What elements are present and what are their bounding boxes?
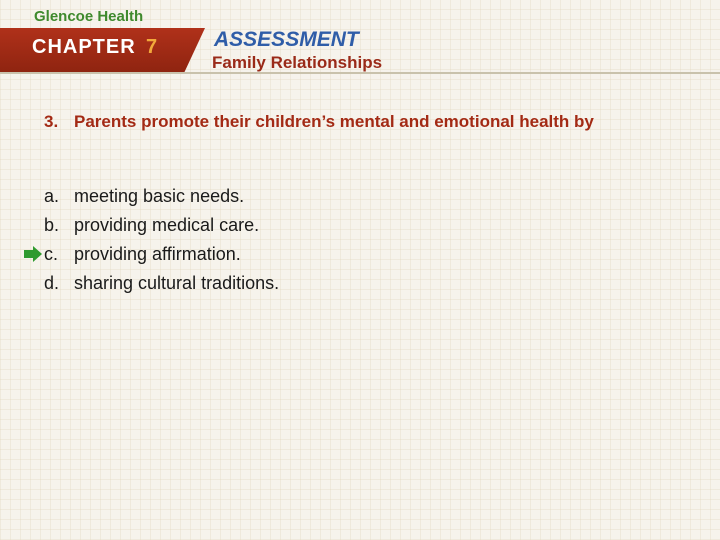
question-text: Parents promote their children’s mental and emotional health by [74, 112, 594, 131]
right-arrow-icon [24, 246, 42, 262]
answer-text: meeting basic needs. [74, 186, 245, 206]
question-prompt [44, 112, 704, 132]
answer-text: sharing cultural traditions. [74, 273, 280, 293]
slide-header [0, 0, 720, 80]
answer-option-c[interactable] [44, 240, 279, 269]
section-subtitle: Family Relationships [212, 53, 383, 72]
brand-title: Glencoe Health [34, 8, 144, 25]
answer-option-b[interactable] [44, 211, 279, 240]
chapter-label: CHAPTER [32, 36, 136, 58]
chapter-number: 7 [146, 36, 158, 58]
header-divider [0, 72, 720, 74]
answer-letter: d. [44, 273, 60, 293]
answer-text: providing affirmation. [74, 244, 241, 264]
answer-letter: b. [44, 215, 60, 235]
answer-text: providing medical care. [74, 215, 260, 235]
section-title: ASSESSMENT [214, 28, 359, 51]
answer-letter: c. [44, 244, 59, 264]
answer-option-a[interactable] [44, 182, 279, 211]
question-number: 3. [44, 112, 59, 131]
answer-list [44, 182, 279, 298]
answer-option-d[interactable] [44, 269, 279, 298]
answer-letter: a. [44, 186, 60, 206]
